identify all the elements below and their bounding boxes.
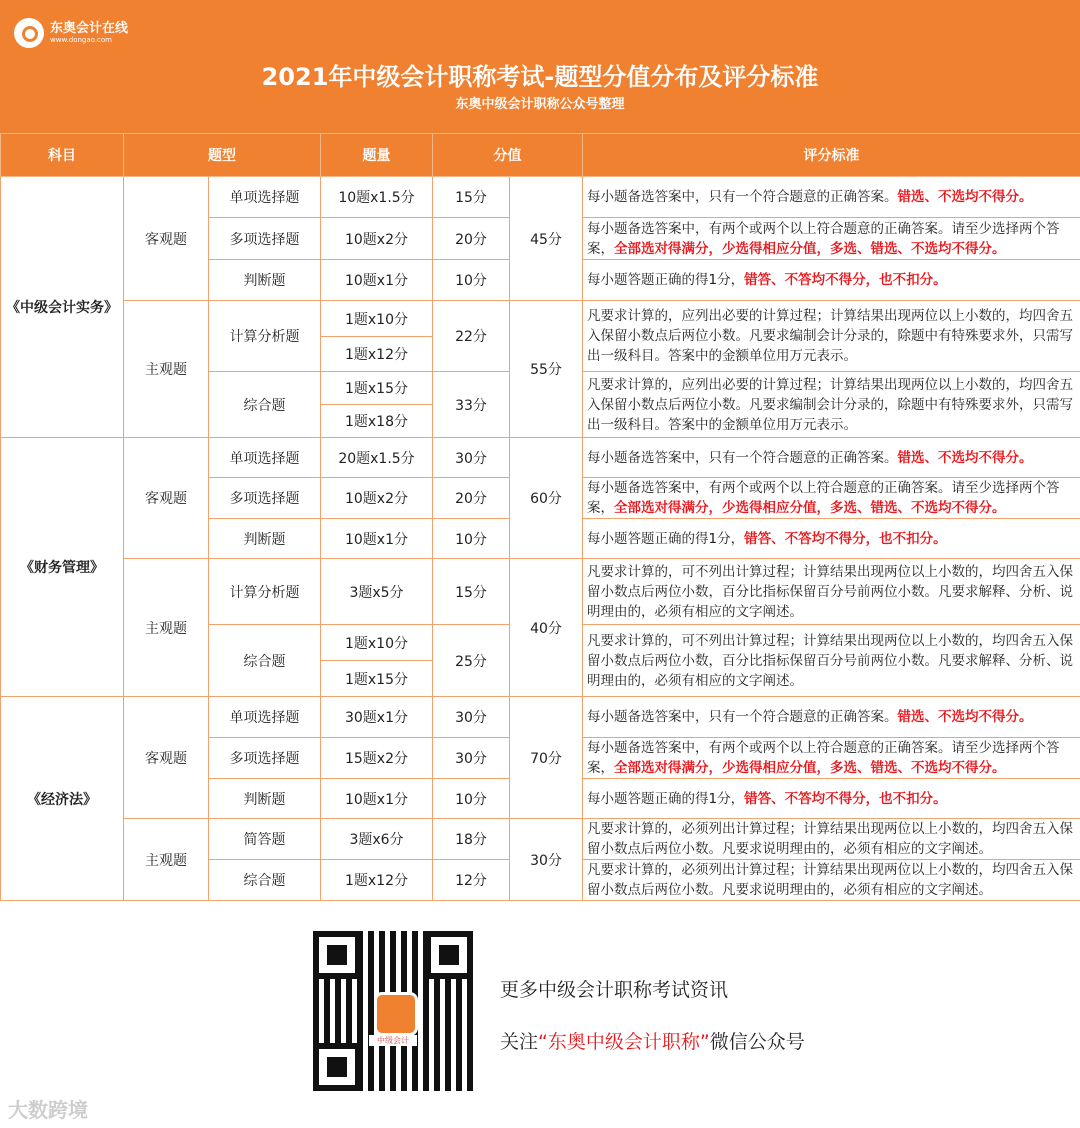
count-cell: 3题x6分	[321, 819, 433, 860]
score-cell: 25分	[433, 625, 510, 697]
count-cell: 30题x1分	[321, 697, 433, 738]
type-cell: 单项选择题	[209, 177, 321, 218]
brand-url: www.dongao.com	[50, 36, 112, 44]
type-cell: 综合题	[209, 372, 321, 438]
criteria-cell: 每小题答题正确的得1分，错答、不答均不得分，也不扣分。	[583, 779, 1080, 819]
score-cell: 22分	[433, 301, 510, 372]
table-row	[1, 177, 1080, 218]
col-count: 题量	[321, 134, 433, 177]
col-score: 分值	[433, 134, 583, 177]
brand-name: 东奥会计在线	[50, 21, 129, 36]
header-banner	[0, 0, 1080, 133]
score-cell: 33分	[433, 372, 510, 438]
type-cell: 多项选择题	[209, 478, 321, 519]
subject-name: 《经济法》	[1, 697, 124, 901]
category-label: 客观题	[124, 177, 209, 301]
count-cell: 1题x12分	[321, 860, 433, 901]
type-cell: 简答题	[209, 819, 321, 860]
score-cell: 15分	[433, 177, 510, 218]
table-row	[1, 301, 1080, 337]
table-row	[1, 559, 1080, 625]
criteria-cell: 每小题备选答案中，只有一个符合题意的正确答案。错选、不选均不得分。	[583, 697, 1080, 738]
score-cell: 10分	[433, 519, 510, 559]
score-cell: 30分	[433, 438, 510, 478]
count-cell: 3题x5分	[321, 559, 433, 625]
score-cell: 20分	[433, 478, 510, 519]
score-cell: 10分	[433, 779, 510, 819]
type-cell: 计算分析题	[209, 301, 321, 372]
score-table	[0, 133, 1080, 901]
footer	[0, 898, 1080, 1128]
total-cell: 30分	[510, 819, 583, 901]
score-cell: 20分	[433, 218, 510, 260]
qr-logo-icon	[374, 992, 418, 1036]
criteria-cell: 每小题备选答案中，只有一个符合题意的正确答案。错选、不选均不得分。	[583, 177, 1080, 218]
count-cell: 10题x2分	[321, 218, 433, 260]
criteria-cell: 每小题备选答案中，有两个或两个以上符合题意的正确答案。请至少选择两个答案，全部选对得满分，少选得相应分值，多选、错选、不选均不得分。	[583, 478, 1080, 519]
criteria-cell: 每小题备选答案中，有两个或两个以上符合题意的正确答案。请至少选择两个答案，全部选对得满分，少选得相应分值，多选、错选、不选均不得分。	[583, 738, 1080, 779]
count-cell: 1题x10分	[321, 301, 433, 337]
brand-logo	[14, 18, 128, 48]
count-cell: 1题x15分	[321, 661, 433, 697]
category-label: 客观题	[124, 697, 209, 819]
page-title: 2021年中级会计职称考试-题型分值分布及评分标准	[261, 63, 819, 91]
type-cell: 单项选择题	[209, 438, 321, 478]
count-cell: 1题x18分	[321, 405, 433, 438]
type-cell: 计算分析题	[209, 559, 321, 625]
table-row	[1, 819, 1080, 860]
col-type: 题型	[124, 134, 321, 177]
type-cell: 综合题	[209, 625, 321, 697]
watermark: 大数跨境	[8, 1098, 88, 1122]
table-row	[1, 438, 1080, 478]
total-cell: 40分	[510, 559, 583, 697]
col-criteria: 评分标准	[583, 134, 1080, 177]
score-cell: 18分	[433, 819, 510, 860]
criteria-cell: 每小题备选答案中，只有一个符合题意的正确答案。错选、不选均不得分。	[583, 438, 1080, 478]
count-cell: 10题x1分	[321, 519, 433, 559]
more-info-text: 更多中级会计职称考试资讯	[500, 979, 729, 1001]
category-label: 主观题	[124, 559, 209, 697]
col-subject: 科目	[1, 134, 124, 177]
subject-name: 《中级会计实务》	[1, 177, 124, 438]
type-cell: 判断题	[209, 779, 321, 819]
logo-icon	[14, 18, 44, 48]
type-cell: 多项选择题	[209, 218, 321, 260]
criteria-cell: 凡要求计算的，应列出必要的计算过程；计算结果出现两位以上小数的，均四舍五入保留小数点后两位小数。凡要求编制会计分录的，除题中有特殊要求外，只需写出一级科目。答案中的金额单位用万元表示。	[583, 301, 1080, 372]
count-cell: 10题x1分	[321, 260, 433, 301]
count-cell: 1题x15分	[321, 372, 433, 405]
qr-label: 中级会计	[369, 1035, 417, 1046]
score-cell: 30分	[433, 738, 510, 779]
score-cell: 15分	[433, 559, 510, 625]
table-row	[1, 697, 1080, 738]
total-cell: 45分	[510, 177, 583, 301]
category-label: 主观题	[124, 819, 209, 901]
count-cell: 1题x12分	[321, 337, 433, 372]
subject-name: 《财务管理》	[1, 438, 124, 697]
criteria-cell: 凡要求计算的，必须列出计算过程；计算结果出现两位以上小数的，均四舍五入保留小数点后两位小数。凡要求说明理由的，必须有相应的文字阐述。	[583, 819, 1080, 860]
type-cell: 判断题	[209, 519, 321, 559]
category-label: 客观题	[124, 438, 209, 559]
score-cell: 30分	[433, 697, 510, 738]
count-cell: 10题x1分	[321, 779, 433, 819]
type-cell: 单项选择题	[209, 697, 321, 738]
criteria-cell: 每小题答题正确的得1分，错答、不答均不得分，也不扣分。	[583, 519, 1080, 559]
total-cell: 55分	[510, 301, 583, 438]
count-cell: 20题x1.5分	[321, 438, 433, 478]
qr-code-icon	[313, 931, 473, 1091]
criteria-cell: 凡要求计算的，可不列出计算过程；计算结果出现两位以上小数的，均四舍五入保留小数点后两位小数，百分比指标保留百分号前两位小数。凡要求解释、分析、说明理由的，必须有相应的文字阐述。	[583, 625, 1080, 697]
criteria-cell: 每小题答题正确的得1分，错答、不答均不得分，也不扣分。	[583, 260, 1080, 301]
criteria-cell: 每小题备选答案中，有两个或两个以上符合题意的正确答案。请至少选择两个答案，全部选对得满分，少选得相应分值，多选、错选、不选均不得分。	[583, 218, 1080, 260]
count-cell: 1题x10分	[321, 625, 433, 661]
criteria-cell: 凡要求计算的，必须列出计算过程；计算结果出现两位以上小数的，均四舍五入保留小数点后两位小数。凡要求说明理由的，必须有相应的文字阐述。	[583, 860, 1080, 901]
criteria-cell: 凡要求计算的，应列出必要的计算过程；计算结果出现两位以上小数的，均四舍五入保留小数点后两位小数。凡要求编制会计分录的，除题中有特殊要求外，只需写出一级科目。答案中的金额单位用万元表示。	[583, 372, 1080, 438]
criteria-cell: 凡要求计算的，可不列出计算过程；计算结果出现两位以上小数的，均四舍五入保留小数点后两位小数，百分比指标保留百分号前两位小数。凡要求解释、分析、说明理由的，必须有相应的文字阐述。	[583, 559, 1080, 625]
table-header-row	[1, 134, 1080, 177]
type-cell: 判断题	[209, 260, 321, 301]
total-cell: 70分	[510, 697, 583, 819]
count-cell: 10题x2分	[321, 478, 433, 519]
follow-text: 关注“东奥中级会计职称”微信公众号	[500, 1031, 805, 1053]
count-cell: 10题x1.5分	[321, 177, 433, 218]
account-name: “东奥中级会计职称”	[538, 1031, 710, 1053]
type-cell: 多项选择题	[209, 738, 321, 779]
count-cell: 15题x2分	[321, 738, 433, 779]
score-cell: 12分	[433, 860, 510, 901]
score-cell: 10分	[433, 260, 510, 301]
total-cell: 60分	[510, 438, 583, 559]
category-label: 主观题	[124, 301, 209, 438]
page-subtitle: 东奥中级会计职称公众号整理	[455, 97, 625, 112]
type-cell: 综合题	[209, 860, 321, 901]
